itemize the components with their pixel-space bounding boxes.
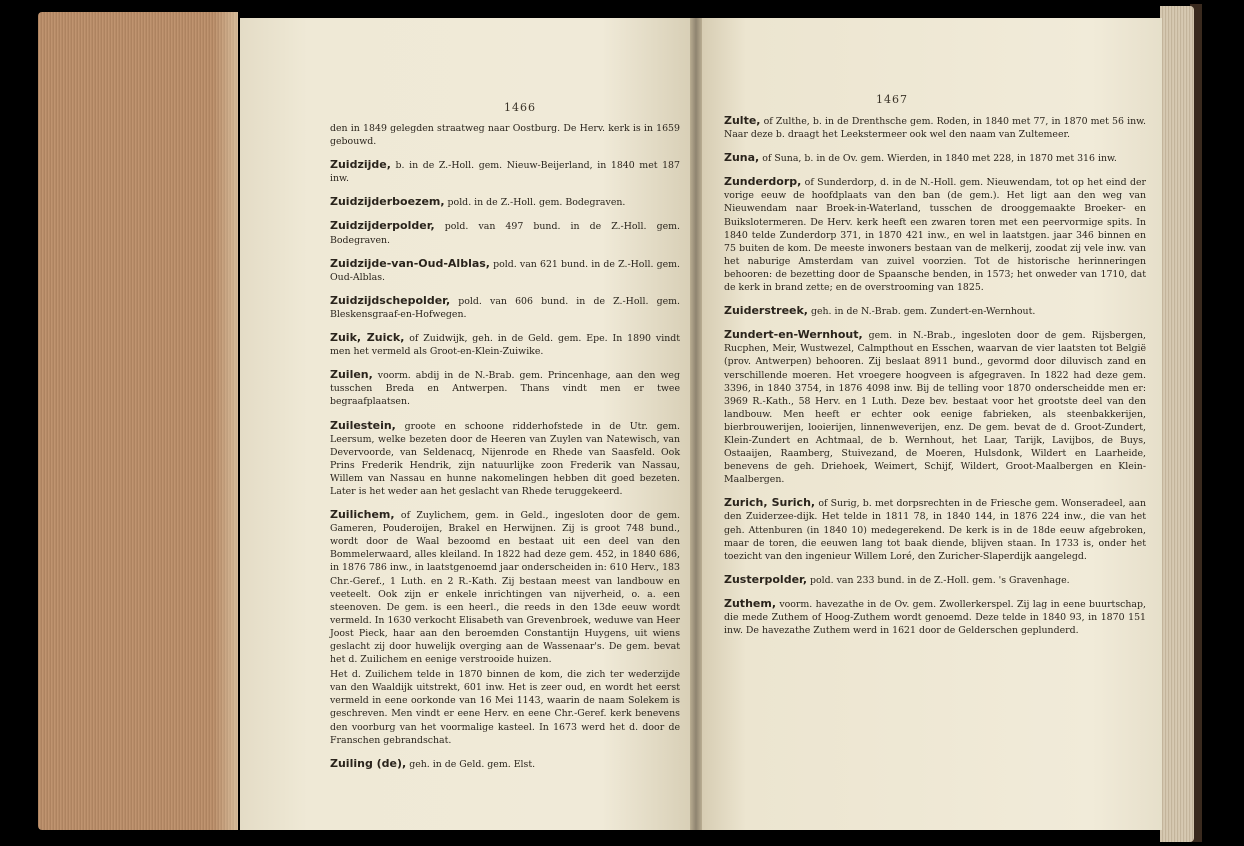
dictionary-entry [724, 597, 1146, 637]
entry-headword: Zusterpolder, [724, 572, 808, 586]
entry-headword: Zuidzijdschepolder, [330, 293, 451, 307]
dictionary-entry [330, 158, 680, 185]
entry-body: b. in de Z.-Holl. gem. Nieuw-Beijerland, in 1840 met 187 inw. [330, 160, 680, 185]
dictionary-entry [330, 195, 680, 209]
entry-headword: Zuilestein, [330, 418, 396, 432]
entry-body-continued: Het d. Zuilichem telde in 1870 binnen de kom, die zich ter wederzijde van den Waaldijk uitstrekt, 601 inw. Het is zeer oud, en wordt het eerst vermeld in eene oorkonde van 16 Mei 1143, waarin de naam Solekem is geschreven. Men vindt er eene Herv. en eene Chr.-Geref. kerk benevens den voorburg van het voormalige kasteel. In 1673 werd het d. door de Franschen gebrandschat. [330, 669, 680, 746]
entry-body: of Surig, b. met dorpsrechten in de Friesche gem. Wonseradeel, aan den Zuiderzee-dijk. Het telde in 1811 78, in 1840 144, in 1876 224 inw., die van het geh. Attenburen (in 1840 10) medegerekend. De kerk is in de 18de eeuw afgebroken, maar de toren, die eeuwen lang tot baak diende, blijven staan. In 1733 is, onder het toezicht van den ingenieur Willem Loré, den Zuricher-Slaperdijk aangelegd. [724, 498, 1147, 562]
entry-headword: Zuilichem, [330, 508, 395, 522]
entry-headword: Zuidzijderboezem, [330, 195, 445, 209]
left-column-text [330, 122, 680, 781]
dictionary-entry [724, 496, 1146, 562]
left-page-number: 1466 [504, 101, 536, 114]
dictionary-entry [724, 175, 1146, 294]
dictionary-entry [330, 508, 680, 747]
entry-body: voorm. abdij in de N.-Brab. gem. Princenhage, aan den weg tusschen Breda en Antwerpen. Thans vindt men er twee begraafplaatsen. [330, 370, 680, 408]
page-edges-left [38, 12, 238, 830]
right-column-text [724, 114, 1146, 647]
entry-body: den in 1849 gelegden straatweg naar Oostburg. De Herv. kerk is in 1659 gebouwd. [330, 123, 680, 148]
dictionary-entry [330, 331, 680, 358]
entry-body: pold. in de Z.-Holl. gem. Bodegraven. [444, 197, 626, 209]
entry-body: of Suna, b. in de Ov. gem. Wierden, in 1840 met 228, in 1870 met 316 inw. [759, 153, 1117, 165]
entry-headword: Zundert-en-Wernhout, [724, 328, 863, 342]
entry-headword: Zunderdorp, [724, 175, 802, 189]
entry-headword: Zuiling (de), [330, 756, 407, 770]
entry-headword: Zuik, Zuick, [330, 331, 405, 345]
entry-body: pold. van 497 bund. in de Z.-Holl. gem. Bodegraven. [330, 221, 680, 246]
entry-body: pold. van 606 bund. in de Z.-Holl. gem. Bleskensgraaf-en-Hofwegen. [330, 295, 680, 320]
dictionary-entry [330, 219, 680, 246]
entry-body: groote en schoone ridderhofstede in de Utr. gem. Leersum, welke bezeten door de Heeren van Zuylen van Natewisch, van Devervoorde, van Seldenacq, Nijenrode en Rhede van Saasfeld. Ook Prins Frederik Hendrik, zijn natuurlijke zoon Frederik van Nassau, Willem van Nassau en hunne nakomelingen hebben dit goed bezeten. Later is het weder aan het geslacht van Rhede teruggekeerd. [330, 420, 680, 497]
entry-body: of Zuidwijk, geh. in de Geld. gem. Epe. In 1890 vindt men het vermeld als Groot-en-Klein-Zuiwike. [330, 333, 681, 358]
entry-body: gem. in N.-Brab., ingesloten door de gem. Rijsbergen, Rucphen, Meir, Wustwezel, Calmpthout en Esschen, waarvan de vier laatsten tot België (prov. Antwerpen) behooren. Zij beslaat 8911 bund., gevormd door diluvisch zand en verschillende moeren. Het vroegere hoogveen is afgegraven. In 1822 had deze gem. 3396, in 1840 3754, in 1876 4098 inw. Bij de telling voor 1870 onderscheidde men er: 3969 R.-Kath., 58 Herv. en 1 Luth. Deze bev. bestaat voor het grootste deel van den landbouw. Men heeft er echter ook eenige fabrieken, als steenbakkerijen, bierbrouwerijen, looierijen, linnenweverijen, enz. De gem. bevat de d. Groot-Zundert, Klein-Zundert en Achtmaal, de b. Wernhout, het Laar, Tarijk, Lavijbos, de Buys, Ostaaijen, Raamberg, Stuivezand, de Moeren, Hulsdonk, Wildert en Laarheide, benevens de geh. Driehoek, Weimert, Schijf, Wildert, Groot-Maalbergen en Klein-Maalbergen. [724, 330, 1146, 486]
entry-body: of Sunderdorp, d. in de N.-Holl. gem. Nieuwendam, tot op het eind der vorige eeuw de hoofdplaats van den ban (de gem.). Het ligt aan den weg van Nieuwendam naar Broek-in-Waterland, tusschen de drooggemaakte Broeker- en Buikslotermeren. De Herv. kerk heeft een zwaren toren met een peervormige spits. In 1840 telde Zunderdorp 371, in 1870 421 inw., en wel in laatstgen. jaar 346 binnen en 75 buiten de kom. De meeste inwoners bestaan van de melkerij, zoodat zij vele inw. van het naburige Amsterdam van zuivel voorzien. Tot de historische herinneringen behooren: de bezetting door de Spaansche benden, in 1573; het onweder van 1710, dat de kerk in brand zette; en de overstrooming van 1825. [724, 177, 1146, 294]
entry-headword: Zuiderstreek, [724, 304, 808, 318]
entry-body: voorm. havezathe in de Ov. gem. Zwollerkerspel. Zij lag in eene buurtschap, die mede Zuthem of Hoog-Zuthem wordt genoemd. Deze telde in 1840 93, in 1870 151 inw. De havezathe Zuthem werd in 1621 door de Gelderschen geplunderd. [724, 598, 1146, 637]
dictionary-entry [724, 328, 1146, 486]
book-gutter [690, 18, 702, 830]
dictionary-entry [724, 114, 1146, 141]
dictionary-entry [330, 294, 680, 321]
entry-headword: Zuthem, [724, 596, 776, 610]
entry-body: geh. in de N.-Brab. gem. Zundert-en-Wernhout. [807, 306, 1036, 318]
entry-body: of Zulthe, b. in de Drenthsche gem. Roden, in 1840 met 77, in 1870 met 56 inw. Naar deze b. draagt het Leekstermeer ook wel den naam van Zultemeer. [724, 116, 1146, 141]
entry-headword: Zuidzijde-van-Oud-Alblas, [330, 256, 490, 270]
dictionary-entry [330, 257, 680, 284]
entry-headword: Zuidzijderpolder, [330, 219, 435, 233]
entry-headword: Zuna, [724, 151, 760, 165]
entry-headword: Zuilen, [330, 368, 373, 382]
page-edges-right [1160, 6, 1194, 842]
entry-body: pold. van 233 bund. in de Z.-Holl. gem. 's Gravenhage. [807, 574, 1070, 586]
entry-headword: Zuidzijde, [330, 158, 391, 172]
dictionary-entry [724, 304, 1146, 318]
dictionary-entry [724, 151, 1146, 165]
entry-body: of Zuylichem, gem. in Geld., ingesloten door de gem. Gameren, Pouderoijen, Brakel en Herwijnen. Zij is groot 748 bund., wordt door de Waal bezoomd en bestaat uit een deel van den Bommelerwaard, alles kleiland. In 1822 had deze gem. 452, in 1840 686, in 1876 786 inw., in laatstgenoemd jaar onderscheiden in: 610 Herv., 183 Chr.-Geref., 1 Luth. en 2 R.-Kath. Zij bestaan meest van landbouw en veeteelt. Ook zijn er enkele inrichtingen van nijverheid, o. a. een steenoven. De gem. is een heerl., die reeds in den 13de eeuw wordt vermeld. In 1630 verkocht Elisabeth van Grevenbroek, weduwe van Heer Joost Pieck, haar aan den beroemden Constantijn Huygens, uit wiens geslacht zij door huwelijk overging aan de Wassenaar's. De gem. bevat het d. Zuilichem en eenige verstrooide huizen. [330, 510, 680, 666]
entry-body: geh. in de Geld. gem. Elst. [406, 758, 536, 770]
entry-body: pold. van 621 bund. in de Z.-Holl. gem. Oud-Alblas. [330, 258, 680, 283]
dictionary-entry [724, 573, 1146, 587]
dictionary-entry [330, 368, 680, 408]
dictionary-entry [330, 757, 680, 771]
entry-headword: Zulte, [724, 114, 761, 127]
dictionary-entry [330, 122, 680, 148]
dictionary-entry [330, 419, 680, 499]
right-page-number: 1467 [876, 93, 908, 106]
entry-headword: Zurich, Surich, [724, 496, 816, 510]
